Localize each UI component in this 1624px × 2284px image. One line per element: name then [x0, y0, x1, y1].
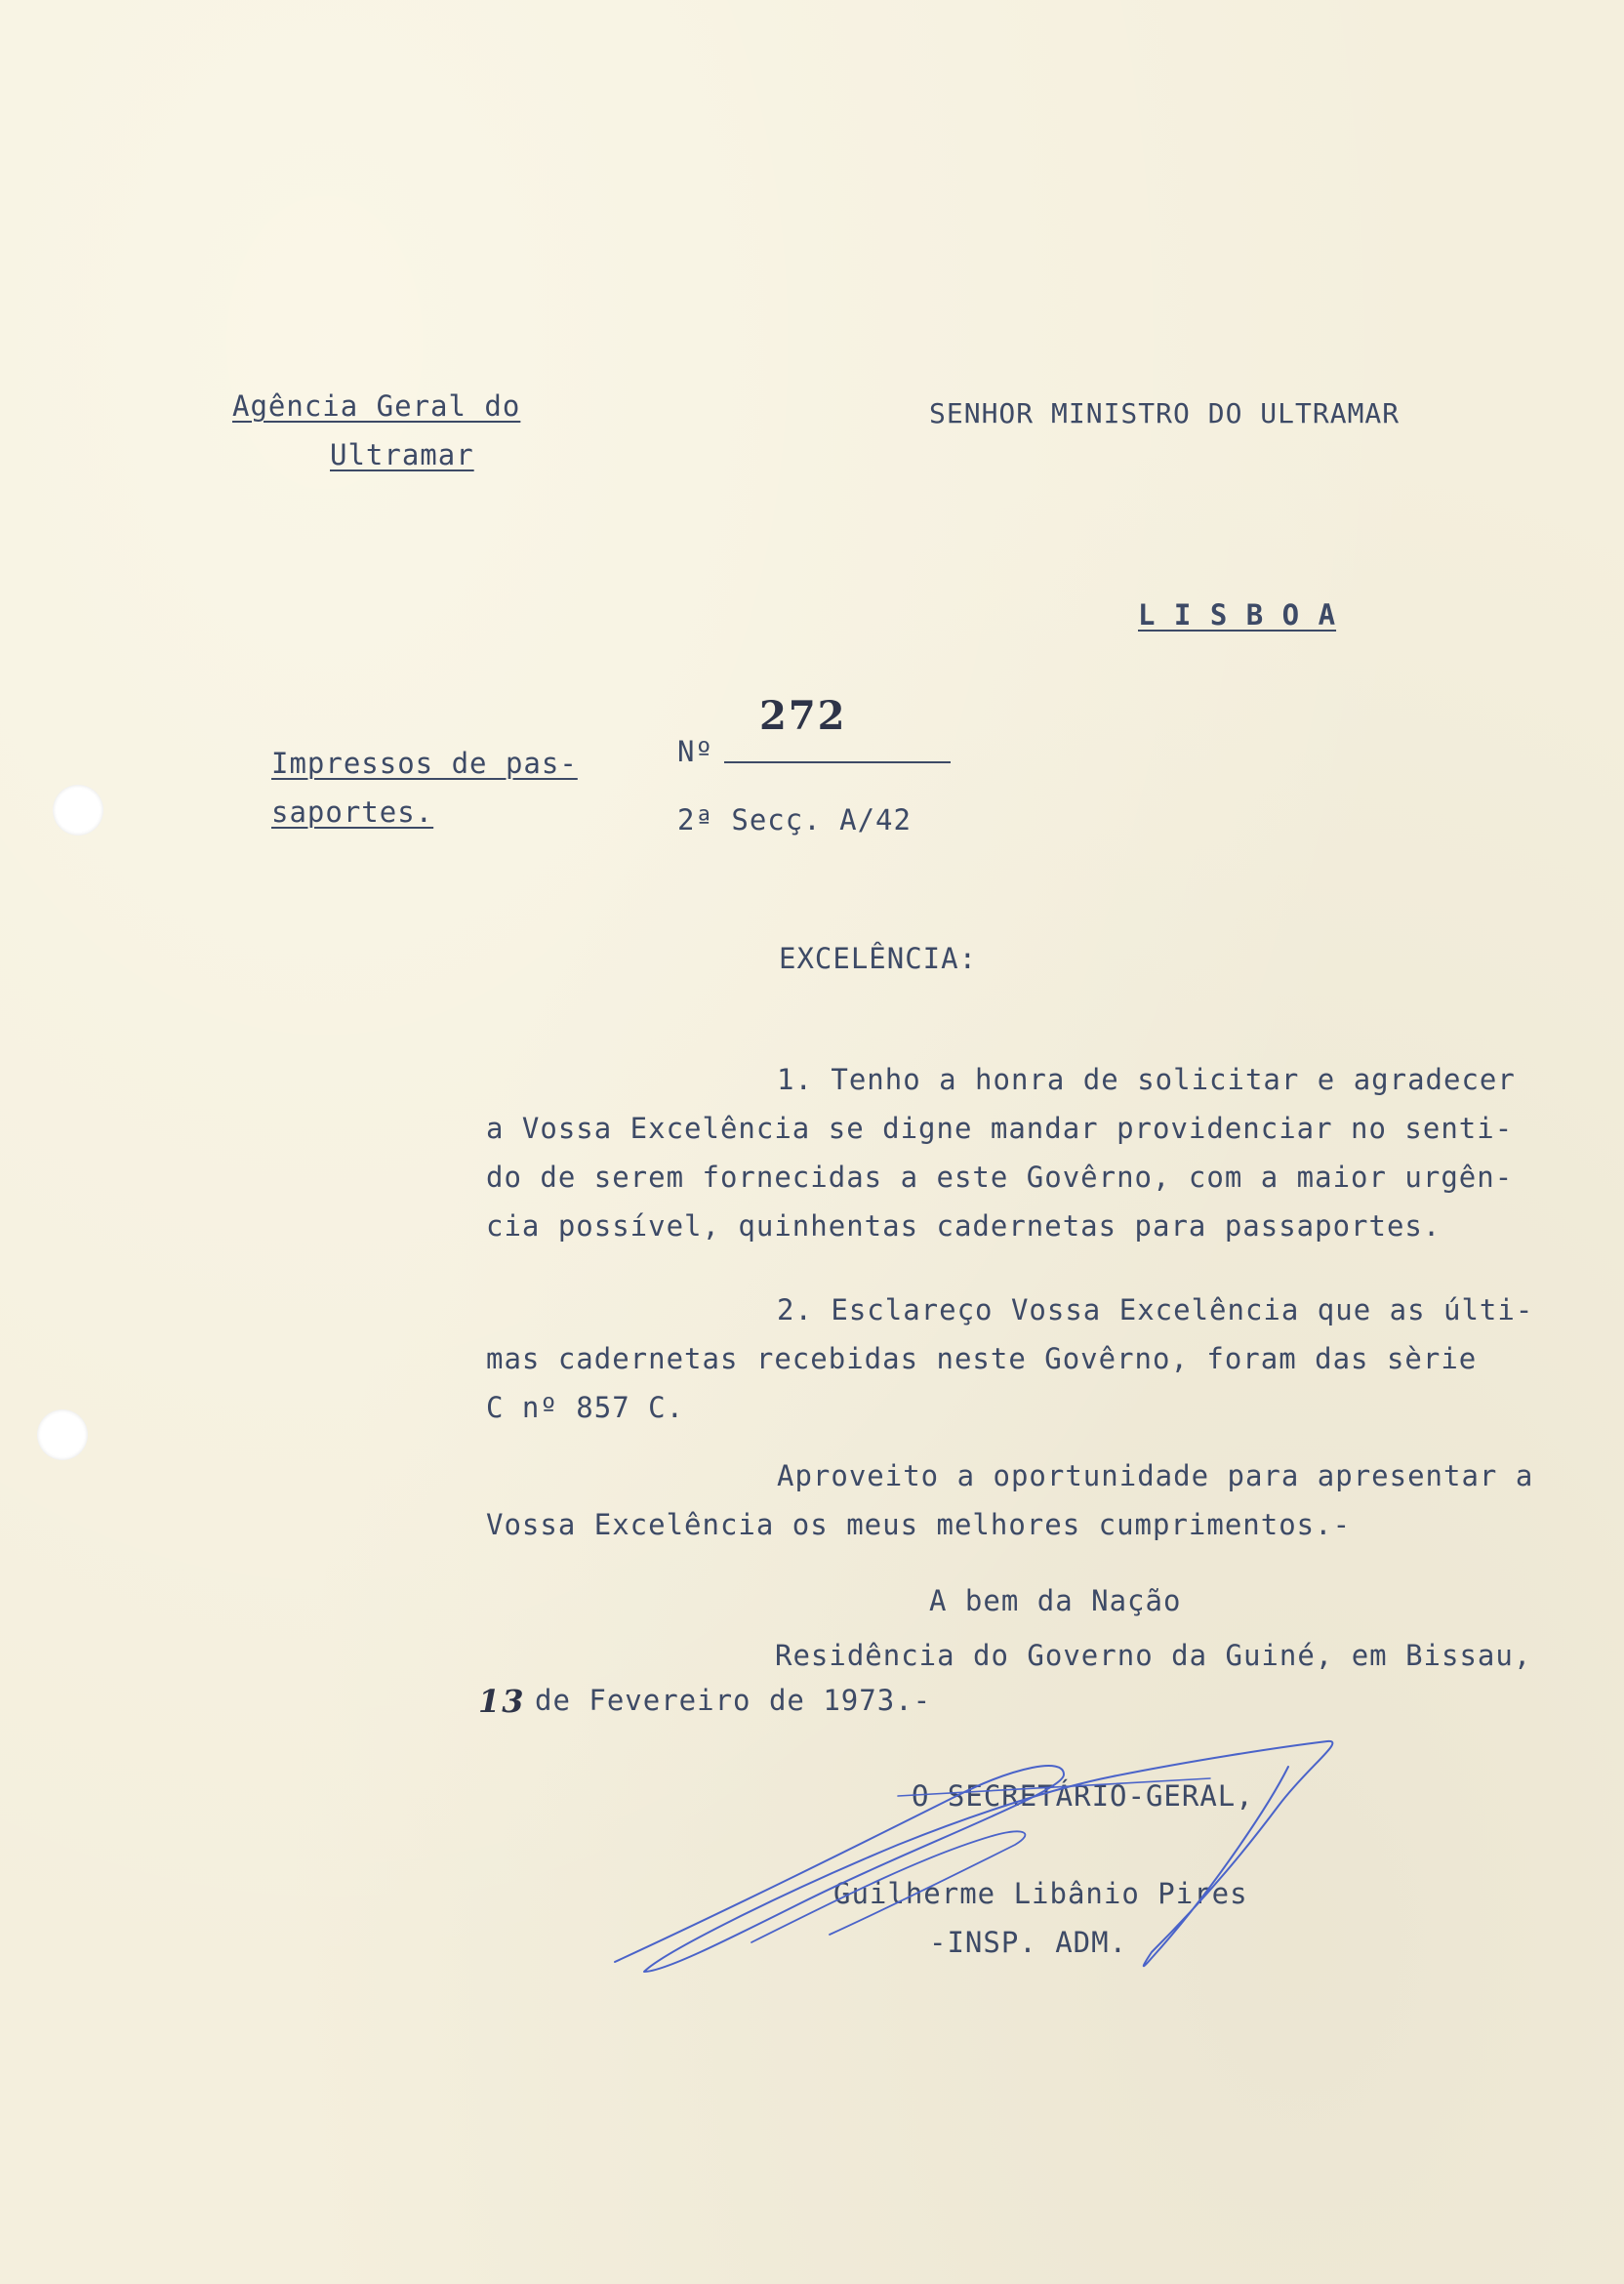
- paragraph-3-line-1: Aproveito a oportunidade para apresentar a: [777, 1459, 1534, 1492]
- signatory-role: O SECRETÁRIO-GERAL,: [912, 1779, 1254, 1813]
- reference-number: 272: [759, 693, 847, 739]
- paragraph-1-line-2: a Vossa Excelência se digne mandar providenciar no senti-: [486, 1112, 1514, 1145]
- paragraph-1-line-4: cia possível, quinhentas cadernetas para passaportes.: [486, 1209, 1441, 1243]
- closing-day: 13: [478, 1683, 526, 1720]
- paragraph-2-line-1: 2. Esclareço Vossa Excelência que as últi-: [777, 1293, 1534, 1326]
- paragraph-2-line-2: mas cadernetas recebidas neste Govêrno, foram das sèrie: [486, 1342, 1478, 1375]
- paragraph-2-line-3: C nº 857 C.: [486, 1391, 685, 1424]
- salutation: EXCELÊNCIA:: [779, 942, 978, 975]
- subject-line-1: Impressos de pas-: [271, 747, 578, 780]
- reference-number-label: Nº: [677, 735, 713, 768]
- reference-section: 2ª Secç. A/42: [677, 803, 912, 836]
- punch-hole-bottom: [37, 1409, 88, 1460]
- signatory-title: -INSP. ADM.: [929, 1926, 1128, 1959]
- paragraph-3-line-2: Vossa Excelência os meus melhores cumprimentos.-: [486, 1508, 1352, 1541]
- sender-line-2: Ultramar: [330, 438, 474, 471]
- signatory-name: Guilherme Libânio Pires: [833, 1877, 1248, 1910]
- paragraph-1-line-1: 1. Tenho a honra de solicitar e agradecer: [777, 1063, 1516, 1096]
- subject-line-2: saportes.: [271, 795, 434, 829]
- addressee-city: L I S B O A: [1138, 598, 1337, 632]
- handwritten-signature: [605, 1728, 1347, 2001]
- closing-date: de Fevereiro de 1973.-: [535, 1684, 932, 1717]
- punch-hole-top: [53, 785, 103, 836]
- addressee-title: SENHOR MINISTRO DO ULTRAMAR: [929, 397, 1401, 429]
- closing-place: Residência do Governo da Guiné, em Bissau,: [775, 1639, 1532, 1672]
- sender-line-1: Agência Geral do: [232, 389, 521, 423]
- paragraph-1-line-3: do de serem fornecidas a este Govêrno, com a maior urgên-: [486, 1161, 1514, 1194]
- reference-number-underline: [724, 761, 951, 763]
- closing-motto: A bem da Nação: [929, 1584, 1182, 1617]
